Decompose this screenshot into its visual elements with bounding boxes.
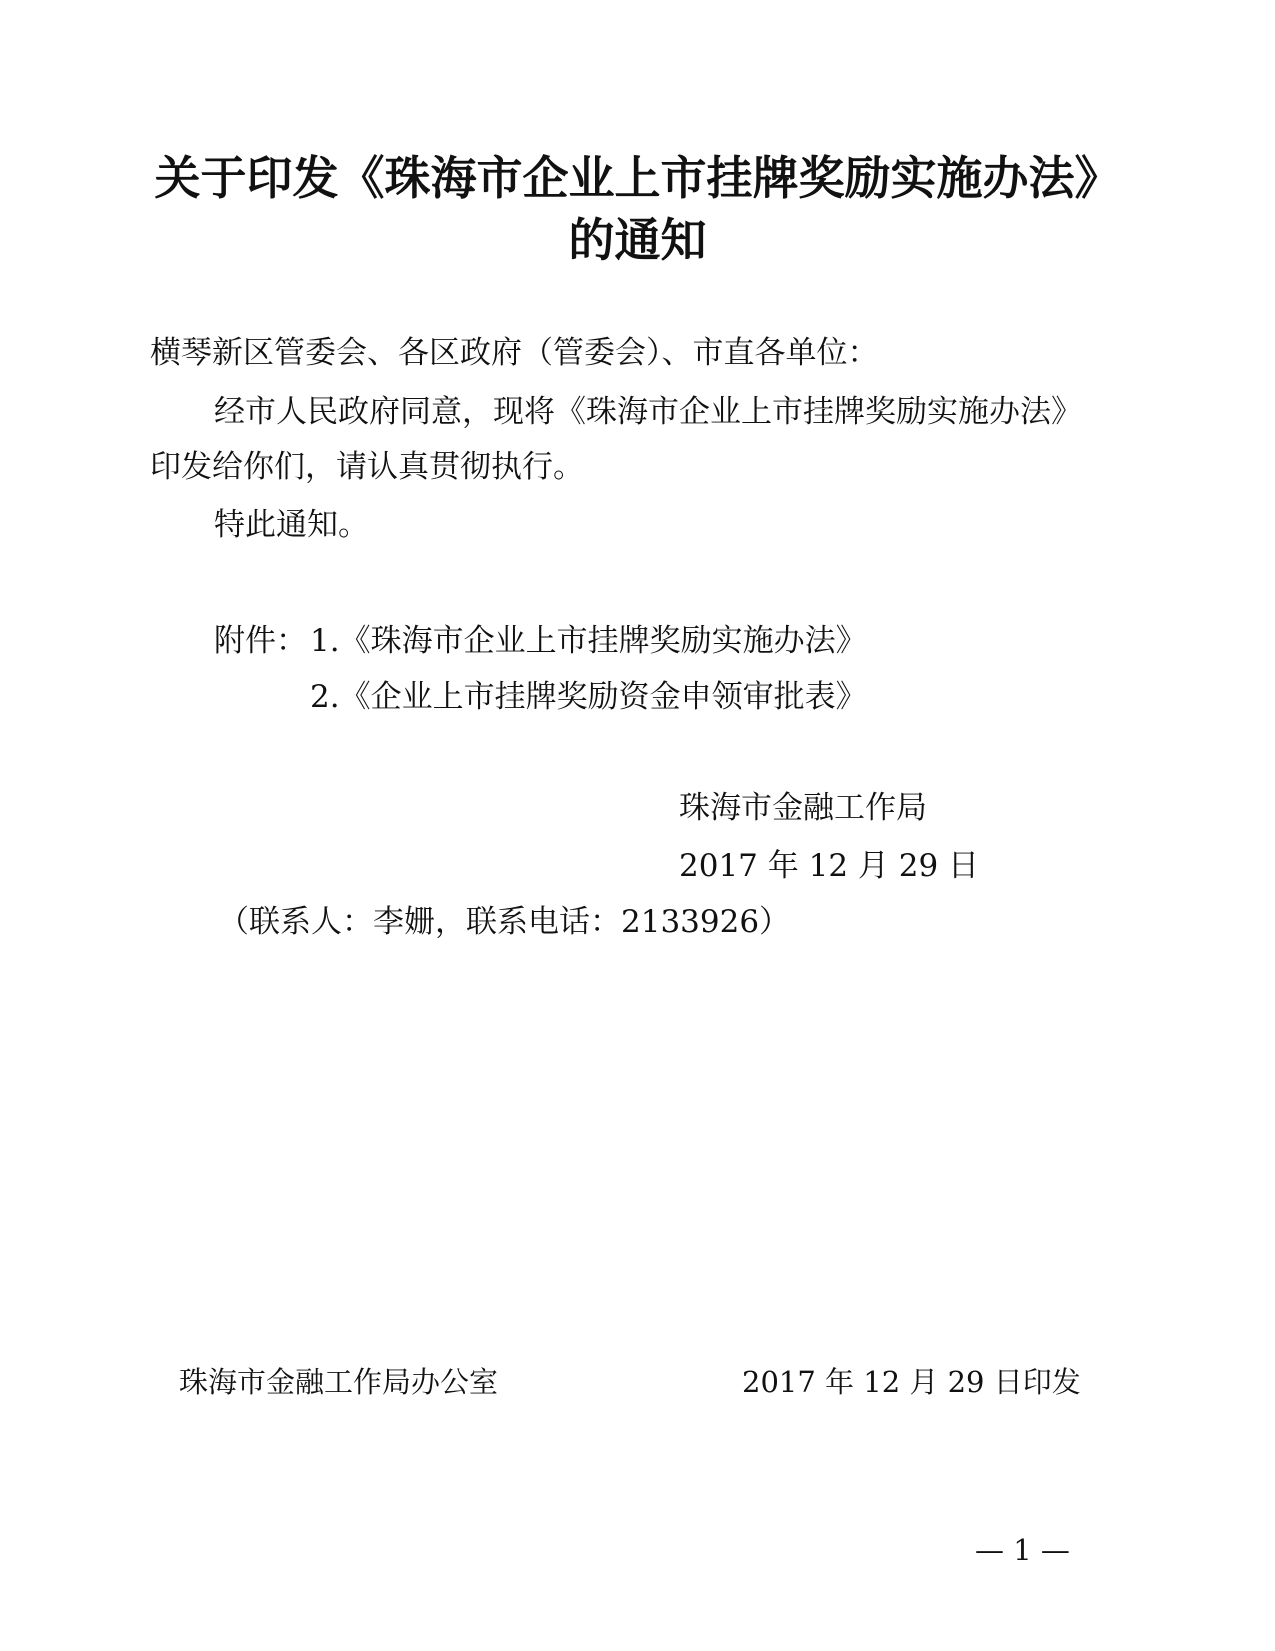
footer-issue-date: 2017 年 12 月 29 日印发	[742, 1365, 1081, 1399]
notice-closing: 特此通知。	[214, 507, 369, 543]
title-line-2: 的通知	[568, 213, 707, 267]
addressee-line: 横琴新区管委会、各区政府（管委会）、市直各单位：	[150, 335, 879, 371]
signature-organization: 珠海市金融工作局	[679, 790, 927, 826]
body-paragraph-line-1: 经市人民政府同意，现将《珠海市企业上市挂牌奖励实施办法》	[214, 394, 1082, 430]
body-paragraph-line-2: 印发给你们，请认真贯彻执行。	[150, 449, 584, 485]
footer-issuer: 珠海市金融工作局办公室	[179, 1365, 499, 1399]
attachments-label: 附件：	[214, 623, 307, 659]
page-number: — 1 —	[975, 1533, 1070, 1567]
title-line-1: 关于印发《珠海市企业上市挂牌奖励实施办法》	[154, 151, 1121, 205]
attachment-item-1: 1.《珠海市企业上市挂牌奖励实施办法》	[310, 623, 867, 659]
contact-information: （联系人：李姗，联系电话：2133926）	[218, 904, 791, 940]
signature-date: 2017 年 12 月 29 日	[679, 848, 980, 884]
attachment-item-2: 2.《企业上市挂牌奖励资金申领审批表》	[310, 679, 867, 715]
